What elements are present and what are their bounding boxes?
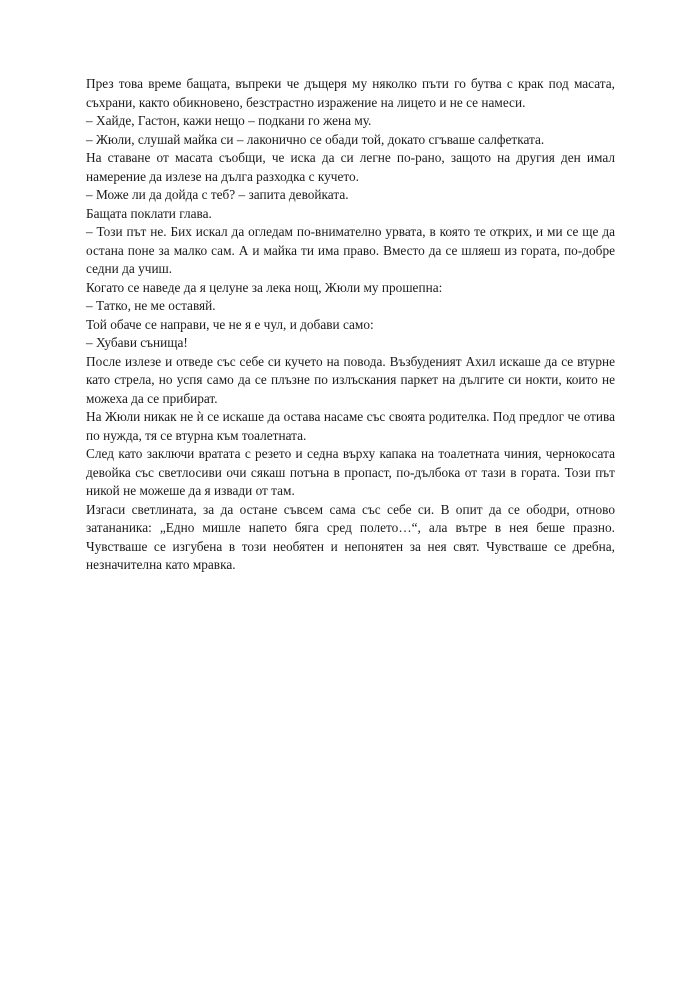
paragraph-1: През това време бащата, въпреки че дъщеря му няколко пъти го бутва с крак под масата, съхрани, както обикновено, безстрастно изражение на лицето и не се намеси.: [86, 76, 615, 110]
paragraph-6: Бащата поклати глава.: [86, 205, 212, 221]
paragraph-7: – Този път не. Бих искал да огледам по-внимателно урвата, в която те открих, и ми се ще да остана поне за малко сам. А и майка ти има право. Вместо да се шляеш из гората, по-добре седни да учиш.: [86, 224, 615, 276]
paragraph-13: На Жюли никак не ѝ се искаше да остава насаме със своята родителка. Под предлог че отива по нужда, тя се втурна към тоалетната.: [86, 409, 615, 443]
paragraph-12: После излезе и отведе със себе си кучето на повода. Възбуденият Ахил искаше да се втурне като стрела, но успя само да се плъзне по излъскания паркет на дългите си нокти, които не можеха да се прибират.: [86, 353, 615, 406]
paragraph-15: Изгаси светлината, за да остане съвсем сама със себе си. В опит да се ободри, отново затананика: „Едно мишле напето бяга сред полето…“, ала вътре в нея беше празно. Чувстваше се изгубена в този необятен и непонятен за нея свят. Чувстваше се дребна, незначителна като мравка.: [86, 501, 615, 572]
paragraph-10: Той обаче се направи, че не я е чул, и добави само:: [86, 316, 374, 332]
paragraph-3: – Жюли, слушай майка си – лаконично се обади той, докато сгъваше салфетката.: [86, 131, 545, 147]
paragraph-4: На ставане от масата съобщи, че иска да си легне по-рано, защото на другия ден имал намерение да излезе на дълга разходка с кучето.: [86, 150, 615, 184]
paragraph-2: – Хайде, Гастон, кажи нещо – подкани го жена му.: [86, 113, 372, 128]
paragraph-9: – Татко, не ме оставяй.: [86, 298, 216, 313]
paragraph-5: – Може ли да дойда с теб? – запита девойката.: [86, 187, 349, 202]
paragraph-11: – Хубави сънища!: [86, 335, 188, 350]
body-text: [86, 75, 615, 575]
paragraph-14: След като заключи вратата с резето и седна върху капака на тоалетната чиния, чернокосата девойка със светлосиви очи сякаш потъна в пропаст, по-дълбока от тази в гората. Този път никой не можеше да я извади от там.: [86, 446, 615, 498]
paragraph-8: Когато се наведе да я целуне за лека нощ, Жюли му прошепна:: [86, 279, 443, 295]
